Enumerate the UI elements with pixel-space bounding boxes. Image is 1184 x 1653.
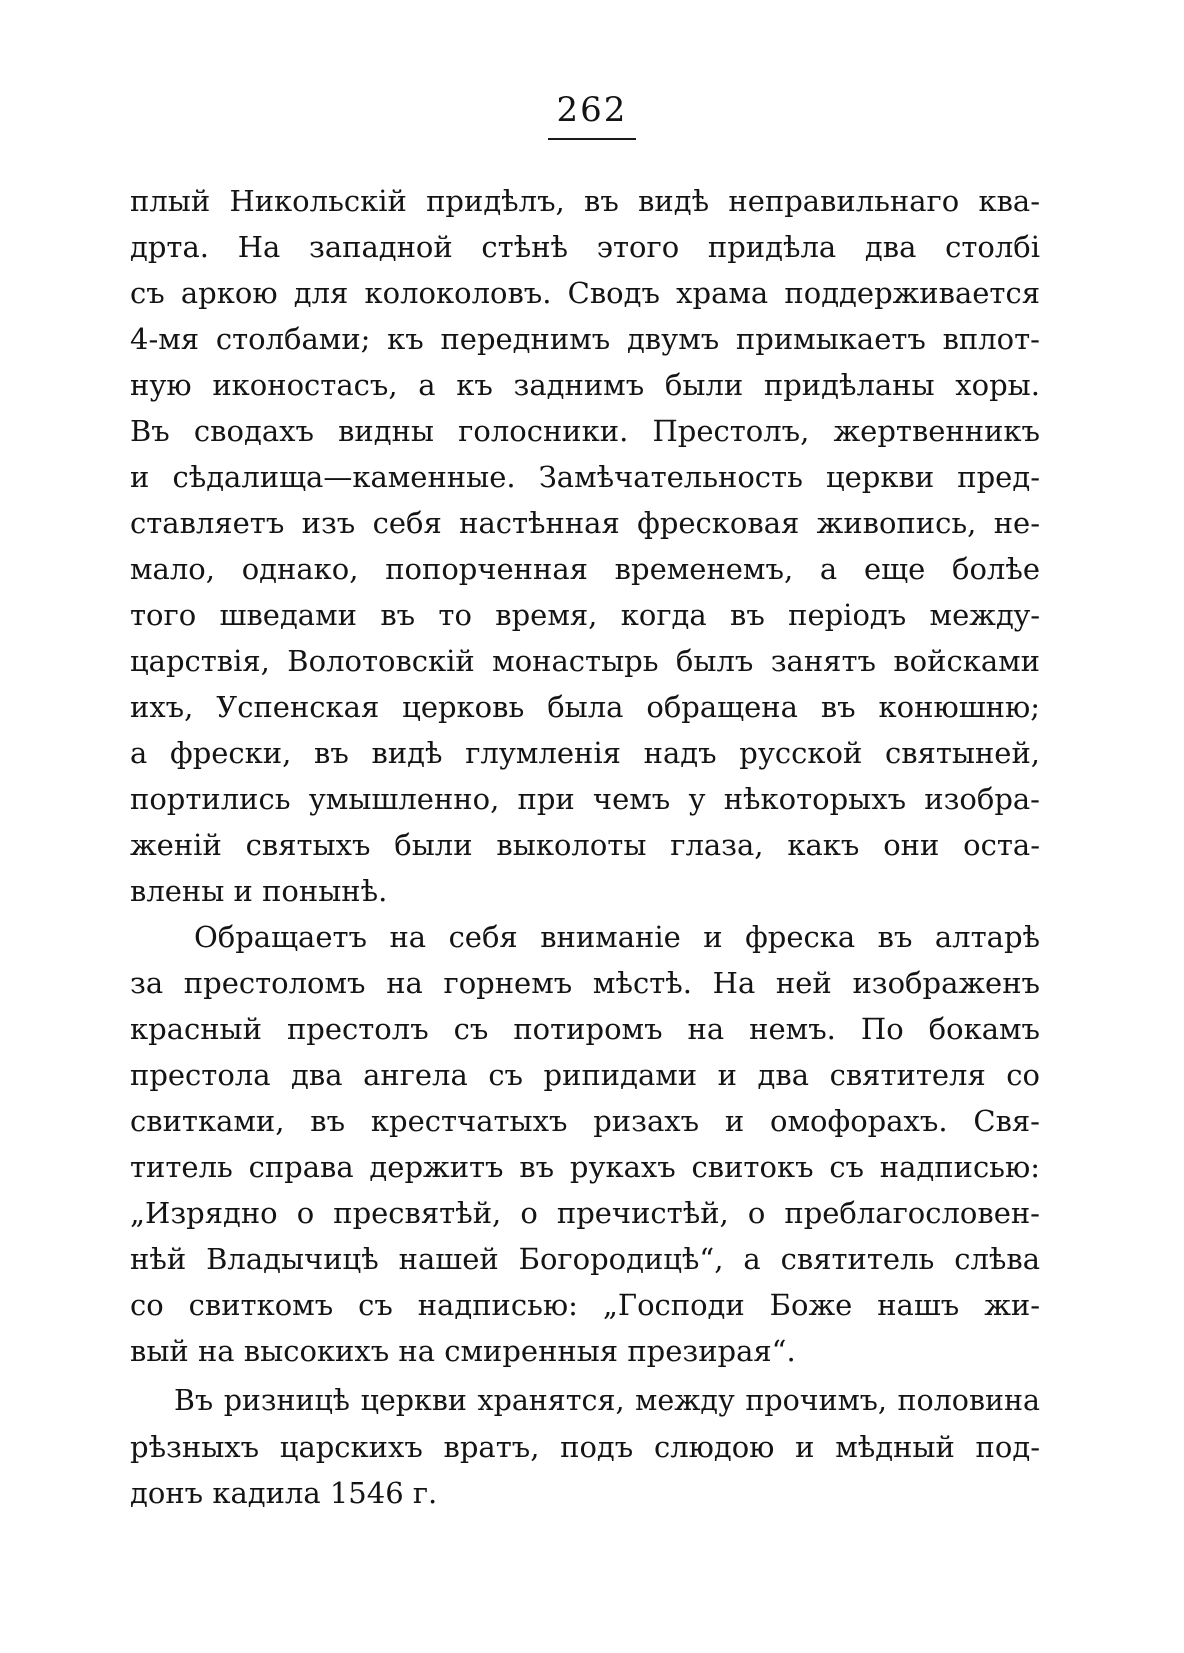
- page-number-rule: [548, 138, 636, 140]
- text-line: Въ сводахъ видны голосники. Престолъ, жертвенникъ: [130, 414, 1040, 448]
- text-line: влены и понынѣ.: [130, 874, 388, 908]
- text-body: [130, 178, 1040, 1516]
- paragraph-3: [130, 1378, 1040, 1516]
- text-line: того шведами въ то время, когда въ періодъ междy-: [130, 598, 1040, 632]
- text-line: 4-мя столбами; къ переднимъ двумъ примыкаетъ вплот-: [130, 322, 1040, 356]
- paragraph-2: [130, 914, 1040, 1374]
- text-line: портились умышленно, при чемъ у нѣкоторыхъ изобра-: [130, 782, 1040, 816]
- text-line: титель справа держитъ въ рукахъ свитокъ съ надписью:: [130, 1150, 1040, 1184]
- text-line: царствія, Волотовскій монастырь былъ занятъ войсками: [130, 644, 1040, 678]
- text-line: нѣй Владычицѣ нашей Богородицѣ“, а святитель слѣва: [130, 1242, 1040, 1276]
- text-line: ную иконостасъ, а къ заднимъ были придѣланы хоры.: [130, 368, 1040, 402]
- text-line: съ аркою для колоколовъ. Сводъ храма поддерживается: [130, 276, 1040, 310]
- text-line: со свиткомъ съ надписью: „Господи Боже нашъ жи-: [130, 1288, 1040, 1322]
- paragraph-1: [130, 178, 1040, 914]
- text-line: красный престолъ съ потиромъ на немъ. По бокамъ: [130, 1012, 1040, 1046]
- text-line: а фрески, въ видѣ глумленія надъ русской святыней,: [130, 736, 1040, 770]
- text-line: престола два ангела съ рипидами и два святителя со: [130, 1058, 1040, 1092]
- text-line: ставляетъ изъ себя настѣнная фресковая живопись, не-: [130, 506, 1040, 540]
- text-line: вый на высокихъ на смиренныя презирая“.: [130, 1334, 796, 1368]
- text-line: за престоломъ на горнемъ мѣстѣ. На ней изображенъ: [130, 966, 1040, 1000]
- text-line: донъ кадила 1546 г.: [130, 1476, 438, 1510]
- page-number: 262: [556, 90, 628, 130]
- text-line: Въ ризницѣ церкви хранятся, между прочимъ, половина: [174, 1384, 1040, 1417]
- text-line: и сѣдалища—каменные. Замѣчательность церкви пред-: [130, 460, 1040, 494]
- text-line: Обращаетъ на себя вниманіе и фреска въ алтарѣ: [194, 920, 1040, 954]
- text-line: мало, однако, попорченная временемъ, а еще болѣе: [130, 552, 1040, 586]
- text-line: свитками, въ крестчатыхъ ризахъ и омофорахъ. Свя-: [130, 1104, 1040, 1138]
- text-line: рѣзныхъ царскихъ вратъ, подъ слюдою и мѣдный под-: [130, 1430, 1040, 1464]
- text-line: „Изрядно о пресвятѣй, о пречистѣй, о преблагословен-: [130, 1196, 1040, 1230]
- text-line: женій святыхъ были выколоты глаза, какъ они оста-: [130, 828, 1040, 862]
- text-line: плый Никольскій придѣлъ, въ видѣ неправильнаго ква-: [130, 184, 1040, 218]
- text-line: ихъ, Успенская церковь была обращена въ конюшню;: [130, 690, 1040, 724]
- text-line: дрта. На западной стѣнѣ этого придѣла два столбі: [130, 230, 1040, 264]
